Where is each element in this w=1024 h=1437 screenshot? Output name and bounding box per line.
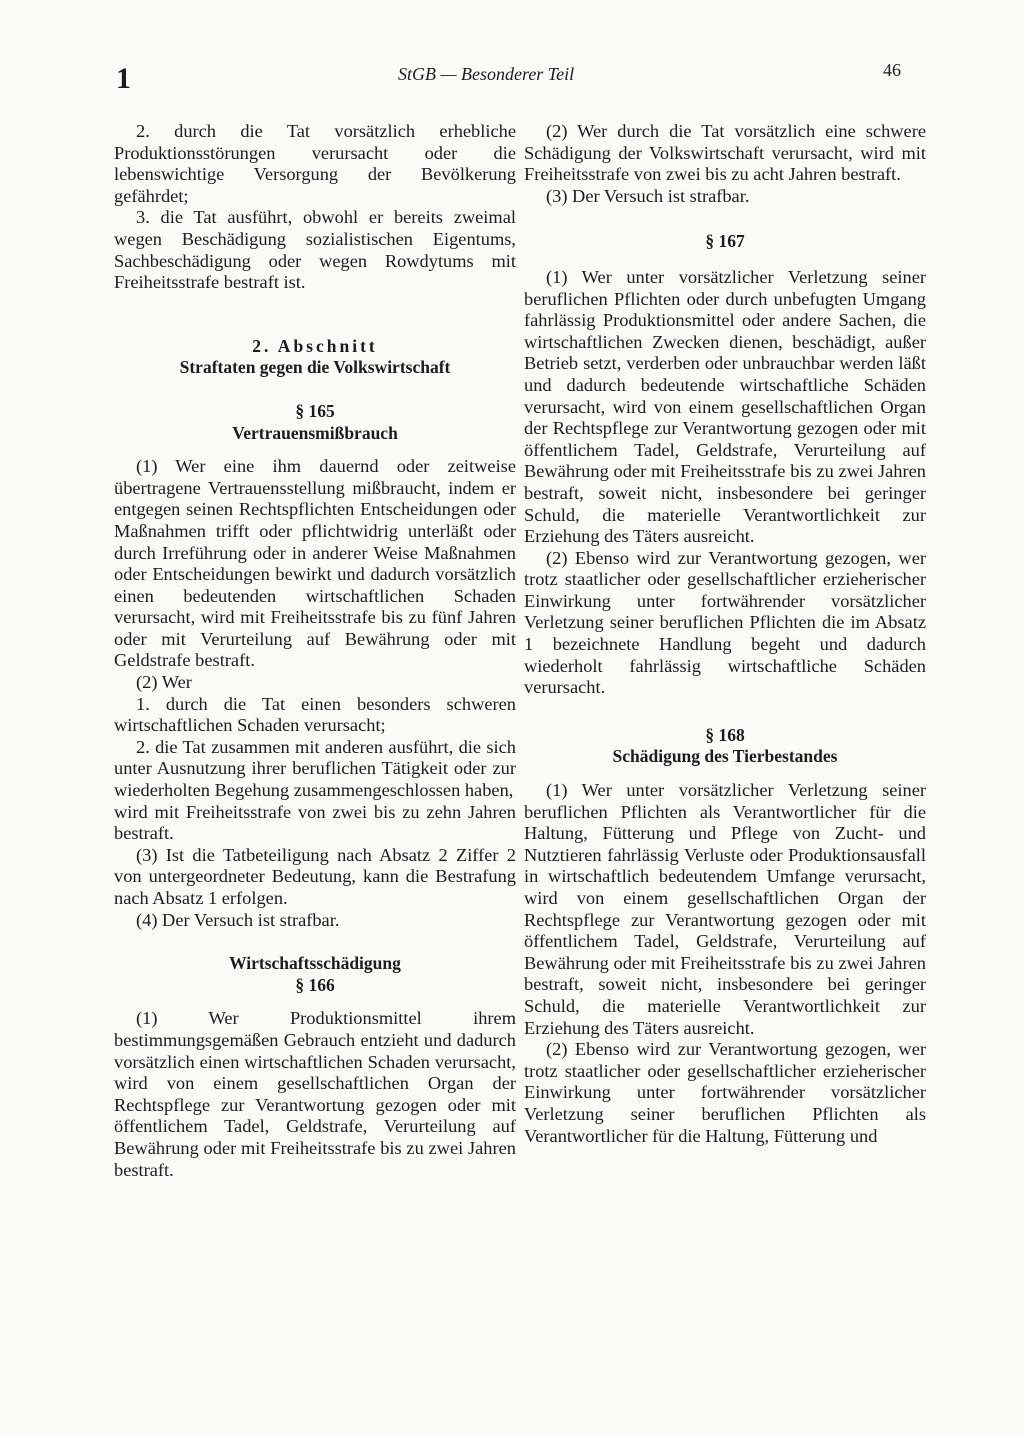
- spacer: [114, 996, 516, 1008]
- page-header: [0, 0, 1024, 100]
- paragraph: (1) Wer unter vorsätzlicher Verletzung seiner beruflichen Pflichten oder durch unbefugten Umgang fahrlässig Produktionsmittel oder andere Sachen, die wirtschaftlichen Zwecken dienen, beschädigt, außer Betrieb setzt, verderben oder unbrauchbar werden läßt und dadurch bedeutende wirtschaftliche Schäden verursacht, wird von einem gesellschaftlichen Organ der Rechtspflege zur Verantwortung gezogen oder mit öffentlichem Tadel, Geldstrafe, Verurteilung auf Bewährung oder mit Freiheitsstrafe bis zu zwei Jahren bestraft, soweit nicht, insbesondere bei geringer Schuld, die materielle Verantwortlichkeit zur Erziehung des Täters ausreicht.: [524, 266, 926, 547]
- running-title: StGB — Besonderer Teil: [398, 64, 575, 84]
- list-item: 2. die Tat zusammen mit anderen ausführt, die sich unter Ausnutzung ihrer beruflichen Tätigkeit oder zur wiederholten Begehung zusammengeschlossen haben,: [114, 736, 516, 801]
- paragraph-title: Wirtschaftsschädigung: [229, 953, 401, 974]
- spacer: [114, 444, 516, 456]
- paragraph-number: § 168: [705, 724, 745, 745]
- paragraph-title: Vertrauensmißbrauch: [232, 422, 398, 443]
- paragraph: (3) Der Versuch ist strafbar.: [546, 185, 750, 206]
- paragraph: (2) Ebenso wird zur Verantwortung gezogen, wer trotz staatlicher oder gesellschaftlicher erzieherischer Einwirkung unter fortwährender vorsätzlicher Verletzung seiner beruflichen Pflichten als Verantwortlicher für die Haltung, Fütterung und: [524, 1039, 926, 1146]
- spacer: [114, 294, 516, 336]
- section-heading: 2. Abschnitt: [252, 335, 378, 356]
- page-number: 46: [883, 60, 901, 80]
- paragraph: (2) Wer durch die Tat vorsätzlich eine schwere Schädigung der Volkswirtschaft verursacht, wird mit Freiheitsstrafe von zwei bis zu acht Jahren bestraft.: [524, 121, 926, 185]
- section-title: Straftaten gegen die Volkswirtschaft: [179, 357, 451, 378]
- chapter-number: 1: [116, 62, 131, 95]
- paragraph: (4) Der Versuch ist strafbar.: [136, 909, 340, 930]
- spacer: [524, 699, 926, 725]
- paragraph-number: § 167: [705, 231, 745, 252]
- paragraph-number: § 166: [295, 974, 335, 995]
- spacer: [524, 253, 926, 267]
- left-column: [114, 121, 516, 1181]
- paragraph: (1) Wer eine ihm dauernd oder zeitweise übertragene Vertrauensstellung mißbraucht, indem er entgegen seinen Rechtspflichten Entscheidungen oder Maßnahmen trifft oder pflichtwidrig unterläßt oder durch Irreführung oder in anderer Weise Maßnahmen oder Entscheidungen bewirkt und dadurch vorsätzlich einen bedeutenden wirtschaftlichen Schaden verursacht, wird mit Freiheitsstrafe bis zu fünf Jahren oder mit Verurteilung auf Bewährung oder mit Geldstrafe bestraft.: [114, 456, 516, 671]
- paragraph-number: § 165: [295, 400, 335, 421]
- spacer: [114, 931, 516, 953]
- paragraph: 2. durch die Tat vorsätzlich erhebliche Produktionsstörungen verursacht oder die lebenswichtige Versorgung der Bevölkerung gefährdet;: [114, 121, 516, 206]
- paragraph-title: Schädigung des Tierbestandes: [612, 746, 838, 767]
- spacer: [524, 768, 926, 780]
- list-item: 1. durch die Tat einen besonders schweren wirtschaftlichen Schaden verursacht;: [114, 693, 516, 736]
- spacer: [114, 379, 516, 401]
- paragraph: (1) Wer unter vorsätzlicher Verletzung seiner beruflichen Pflichten als Verantwortlicher für die Haltung, Fütterung und Pflege von Zucht- und Nutztieren fahrlässig Verluste oder Produktionsausfall in wirtschaftlich bedeutendem Umfange verursacht, wird von einem gesellschaftlichen Organ der Rechtspflege zur Verantwortung gezogen oder mit öffentlichem Tadel, Geldstrafe, Verurteilung auf Bewährung oder mit Freiheitsstrafe bis zu zwei Jahren bestraft, soweit nicht, insbesondere bei geringer Schuld, die materielle Verantwortlichkeit zur Erziehung des Täters ausreicht.: [524, 780, 926, 1038]
- spacer: [524, 207, 926, 231]
- paragraph: 3. die Tat ausführt, obwohl er bereits zweimal wegen Beschädigung sozialistischen Eigentums, Sachbeschädigung oder wegen Rowdytums mit Freiheitsstrafe bestraft ist.: [114, 207, 516, 293]
- paragraph: (1) Wer Produktionsmittel ihrem bestimmungsgemäßen Gebrauch entzieht und dadurch vorsätzlich einen wirtschaftlichen Schaden verursacht, wird von einem gesellschaftlichen Organ der Rechtspflege zur Verantwortung gezogen oder mit öffentlichem Tadel, Geldstrafe, Verurteilung auf Bewährung oder mit Freiheitsstrafe bis zu zwei Jahren bestraft.: [114, 1008, 516, 1180]
- paragraph: (3) Ist die Tatbeteiligung nach Absatz 2 Ziffer 2 von untergeordneter Bedeutung, kann die Bestrafung nach Absatz 1 erfolgen.: [114, 844, 516, 908]
- paragraph: (2) Wer: [136, 672, 192, 693]
- right-column: [524, 121, 926, 1147]
- paragraph: (2) Ebenso wird zur Verantwortung gezogen, wer trotz staatlicher oder gesellschaftlicher erzieherischer Einwirkung unter fortwährender vorsätzlicher Verletzung seiner beruflichen Pflichten die im Absatz 1 bezeichnete Handlung begeht und dadurch wiederholt fahrlässig wirtschaftliche Schäden verursacht.: [524, 547, 926, 698]
- paragraph: wird mit Freiheitsstrafe von zwei bis zu zehn Jahren bestraft.: [114, 801, 516, 844]
